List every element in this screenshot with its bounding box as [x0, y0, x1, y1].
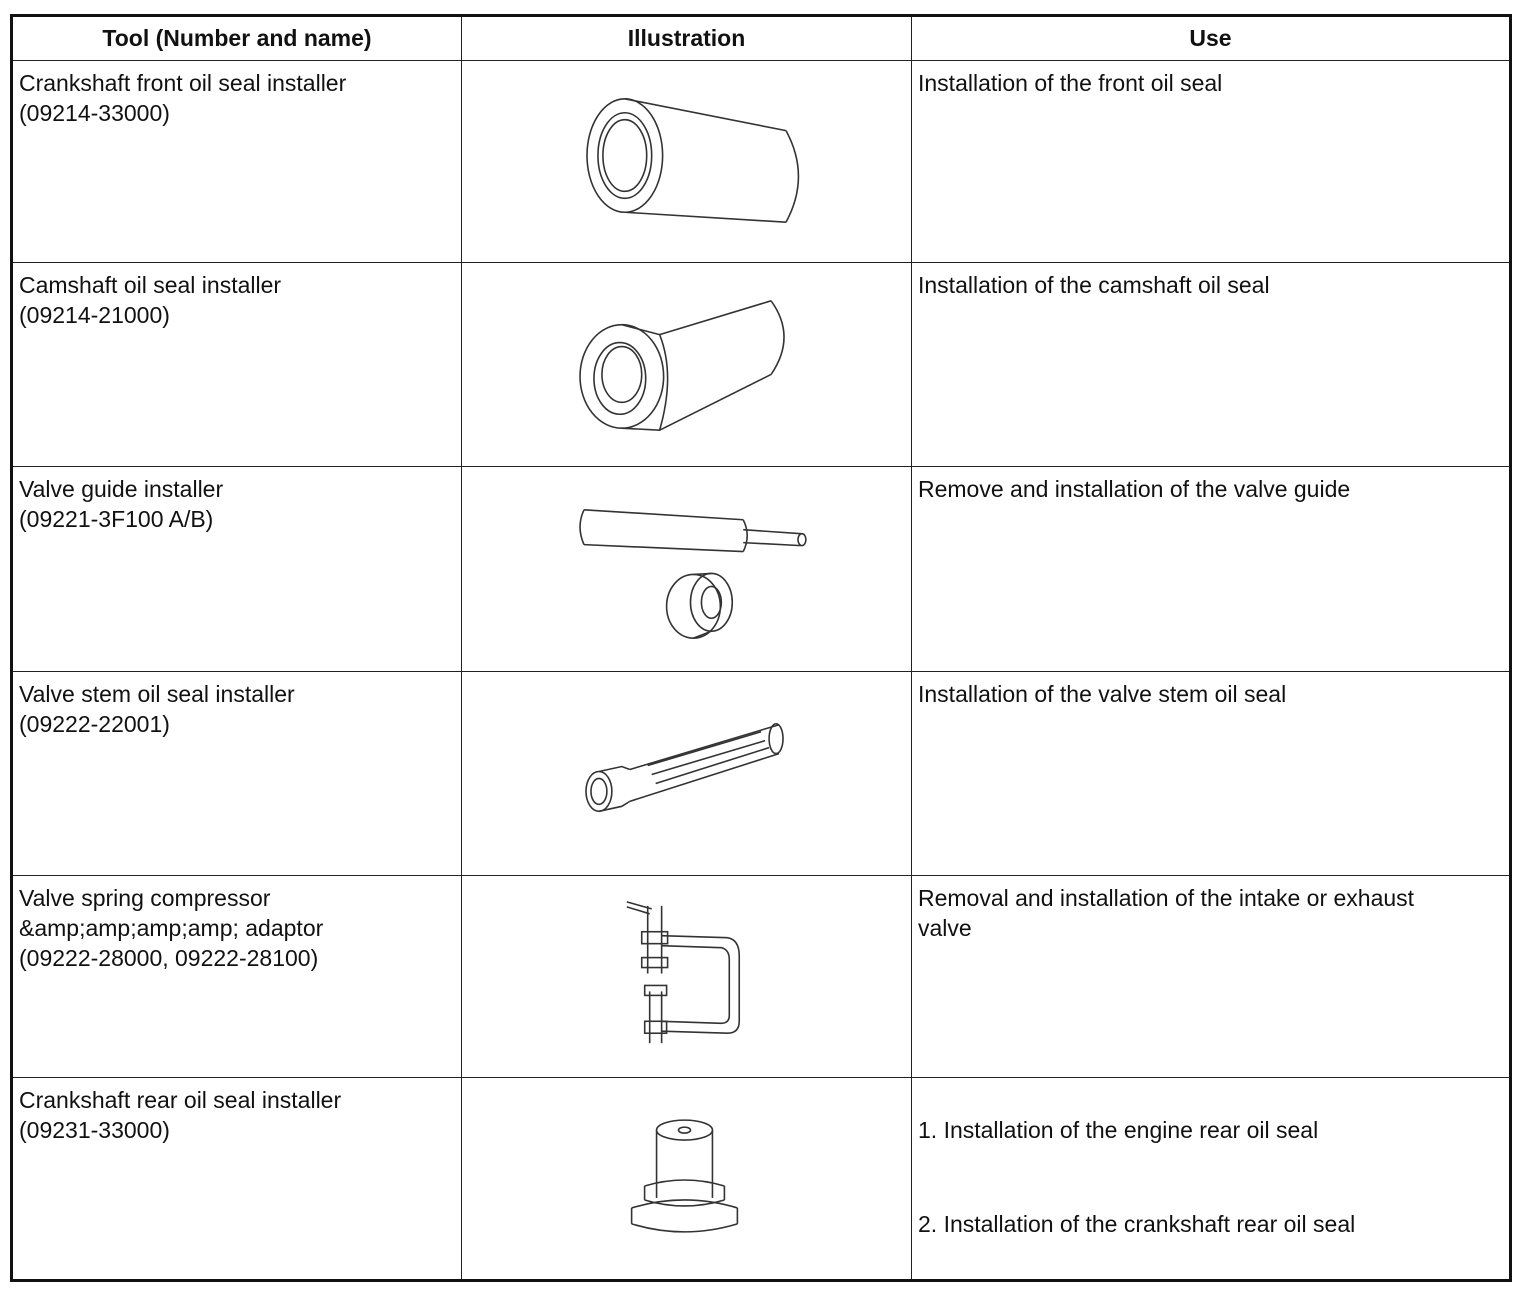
tool-cell: [13, 1078, 462, 1279]
tool-cell: [13, 263, 462, 466]
use-cell: [912, 672, 1509, 875]
header-tool: Tool (Number and name): [13, 17, 462, 60]
use-item: Installation of the valve stem oil seal: [918, 681, 1287, 707]
tool-name: Crankshaft front oil seal installer (09214-33000): [19, 70, 347, 126]
flanged-sleeve-icon: [462, 263, 911, 466]
illustration-cell: [462, 263, 912, 466]
tool-cell: [13, 672, 462, 875]
tool-name: Crankshaft rear oil seal installer (09231-33000): [19, 1087, 342, 1143]
use-item: Installation of the camshaft oil seal: [918, 272, 1270, 298]
table-row: [13, 1078, 1509, 1279]
slotted-rod-icon: [462, 672, 911, 875]
use-item: Removal and installation of the intake or exhaust valve: [918, 885, 1415, 941]
tool-name: Valve stem oil seal installer (09222-22001): [19, 681, 295, 737]
header-illustration: Illustration: [462, 17, 912, 60]
use-cell: [912, 61, 1509, 262]
illustration-cell: [462, 672, 912, 875]
c-clamp-icon: [462, 876, 911, 1077]
use-item: 1. Installation of the engine rear oil seal: [918, 1117, 1319, 1143]
use-item: Installation of the front oil seal: [918, 70, 1223, 96]
use-cell: [912, 467, 1509, 671]
tool-cell: [13, 61, 462, 262]
table-row: [13, 61, 1509, 263]
illustration-cell: [462, 876, 912, 1077]
use-cell: [912, 876, 1509, 1077]
special-tools-table: [10, 14, 1512, 1282]
use-item: 2. Installation of the crankshaft rear oil seal: [918, 1211, 1356, 1237]
cylinder-sleeve-icon: [462, 61, 911, 262]
table-row: [13, 672, 1509, 876]
tool-name: Valve guide installer (09221-3F100 A/B): [19, 476, 224, 532]
illustration-cell: [462, 467, 912, 671]
stepped-installer-icon: [462, 1078, 911, 1279]
use-cell: [912, 1078, 1509, 1279]
use-item: Remove and installation of the valve guide: [918, 476, 1351, 502]
table-header-row: [13, 17, 1509, 61]
table-row: [13, 467, 1509, 672]
use-cell: [912, 263, 1509, 466]
table-row: [13, 263, 1509, 467]
illustration-cell: [462, 61, 912, 262]
table-row: [13, 876, 1509, 1078]
header-use: Use: [1189, 25, 1232, 51]
tool-name: Valve spring compressor &amp;amp;amp;amp; adaptor (09222-28000, 09222-28100): [19, 885, 324, 971]
tool-cell: [13, 467, 462, 671]
tool-name: Camshaft oil seal installer (09214-21000): [19, 272, 282, 328]
punch-and-ring-icon: [462, 467, 911, 671]
tool-cell: [13, 876, 462, 1077]
illustration-cell: [462, 1078, 912, 1279]
